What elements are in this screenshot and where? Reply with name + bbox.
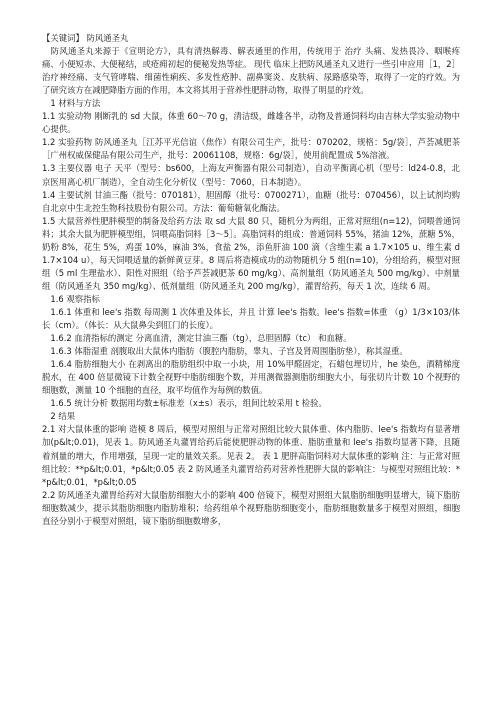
- paragraph-adipocyte-results: 2.2 防风通圣丸灌胃给药对大鼠脂肪细胞大小的影响 400 倍镜下，模型对照组大鼠脂肪细胞明显增大，镜下脂肪细胞数减少，提示其脂肪细胞内脂肪堆积；给药组单个视野脂肪细胞变小，脂肪细胞数量多于模型对照组，细胞直径分别小于模型对照组，镜下脂肪细胞数增多，: [42, 489, 460, 526]
- paragraph-model-preparation: 1.5 大鼠营养性肥胖模型的制备及给药方法 取 sd 大鼠 80 只，随机分为两组，正常对照组(n=12)，饲喂普通饲料；其余大鼠为肥胖模型组，饲喂高脂饲料［3～5］。高脂饲料的组成：普通饲料 55%，猪油 12%，蔗糖 5%，奶粉 8%，花生 5%，鸡蛋 10%，麻油 3%，食盐 2%，添鱼肝油 100 滴（含维生素 a 1.7×105 u、维生素 d 1.7×104 u），每天饲喂适量的新鲜黄豆芽。8 周后将造模成功的动物随机分 5 组(n=10)，分组给药，模型对照组（5 ml 生理盐水）、阳性对照组（给予芦荟减肥茶 60 mg/kg）、高剂量组（防风通圣丸 500 mg/kg）、中剂量组（防风通圣丸 350 mg/kg）、低剂量组（防风通圣丸 200 mg/kg），灌胃给药，每天 1 次，连续 6 周。: [42, 215, 460, 291]
- paragraph-adipocyte-size: 1.6.4 脂肪细胞大小 在剥离出的脂肪组织中取一小块，用 10%甲醛固定，石蜡包埋切片，he 染色，酒精梯度脱水，在 400 倍显微镜下计数全视野中脂肪细胞个数，并用测微器测脂肪细胞大小，每张切片计数 10 个视野的细胞数，测量 10 个细胞的直径，取平均值作为每例的数值。: [42, 359, 460, 396]
- intro-paragraph: 防风通圣丸来源于《宣明论方》，具有清热解毒、解表通里的作用，传统用于 治疗 头痛、发热畏冷、咽喉疼痛、小便短赤、大便秘结，或疮痈初起的便秘发热等症。 现代 临床上把防风通圣丸又进行一些引申应用［1，2］治疗神经痛、支气管哮喘、细菌性痢疾、多发性疮肿、副鼻窦炎、皮肤病、尿路感染等，取得了一定的疗效。为了研究该方在减肥降脂方面的作用，本文将其用于营养性肥胖动物，取得了明显的疗效。: [42, 46, 460, 96]
- paragraph-body-weight-results: 2.1 对大鼠体重的影响 造模 8 周后，模型对照组与正常对照组比较大鼠体重、体内脂肪、lee's 指数均有显著增加(p&lt;0.01)，见表 1。防风通圣丸灌胃给药后能使肥胖动物的体重、脂肪重量和 lee's 指数均显著下降，且随着剂量的增大，作用增强，呈现一定的量效关系。见表 2。 表 1 肥胖高脂饲料对大鼠体重的影响 注：与正常对照组比较：**p&lt;0.01，*p&lt;0.05 表 2 防风通圣丸灌胃给药对营养性肥胖大鼠的影响注：与模型对照组比较：**p&lt;0.01，*p&lt;0.05: [42, 424, 460, 487]
- paragraph-body-fat-weight: 1.6.3 体脂湿重 剖腹取出大鼠体内脂肪（腹腔内脂肪，睾丸、子宫及肾周围脂肪垫），称其湿重。: [42, 346, 408, 357]
- paragraph-reagents: 1.4 主要试剂 甘油三酯（批号：070181），胆固醇（批号：0700271），血糖（批号：070456），以上试剂均购自北京中生北控生物科技股份有限公司。方法：葡萄糖氧化酶法。: [42, 189, 460, 213]
- subheading-observation-indices: 1.6 观察指标: [42, 293, 100, 304]
- paragraph-statistics: 1.6.5 统计分析 数据用均数±标准差（x±s）表示，组间比较采用 t 检验。: [42, 398, 327, 409]
- paragraph-experimental-animals: 1.1 实验动物 刚断乳的 sd 大鼠，体重 60～70 g，清洁级，雌雄各半，动物及普通饲料均由吉林大学实验动物中心提供。: [42, 111, 460, 135]
- paragraph-instruments: 1.3 主要仪器 电子 天平（型号：bs600，上海友声衡器有限公司制造），自动平衡离心机（型号：ld24-0.8，北京医用离心机厂制造），全自动生化分析仪（型号：7060，日本制造）。: [42, 163, 460, 187]
- paragraph-experimental-drugs: 1.2 实验药物 防风通圣丸［江苏平光信谊（焦作）有限公司生产，批号：070202，规格：5g/袋］，芦荟减肥茶［广州权威保健品有限公司生产，批号：20061108，规格：6g/袋］，使用前配置成 5%溶液。: [42, 137, 460, 161]
- section-heading-materials-methods: 1 材料与方法: [42, 98, 101, 109]
- paragraph-lee-index: 1.6.1 体重和 lee's 指数 每周测 1 次体重及体长，并且 计算 lee's 指数。lee's 指数=体重 （g）1/3×103/体长（cm）。（体长：从大鼠鼻尖到肛门的长度）。: [42, 306, 460, 331]
- paragraph-serum-indices: 1.6.2 血清指标的测定 分离血清，测定甘油三酯（tg），总胆固醇（tc） 和血糖。: [42, 333, 352, 344]
- keywords-line: 【关键词】 防风通圣丸: [42, 33, 129, 43]
- section-heading-results: 2 结果: [42, 411, 76, 422]
